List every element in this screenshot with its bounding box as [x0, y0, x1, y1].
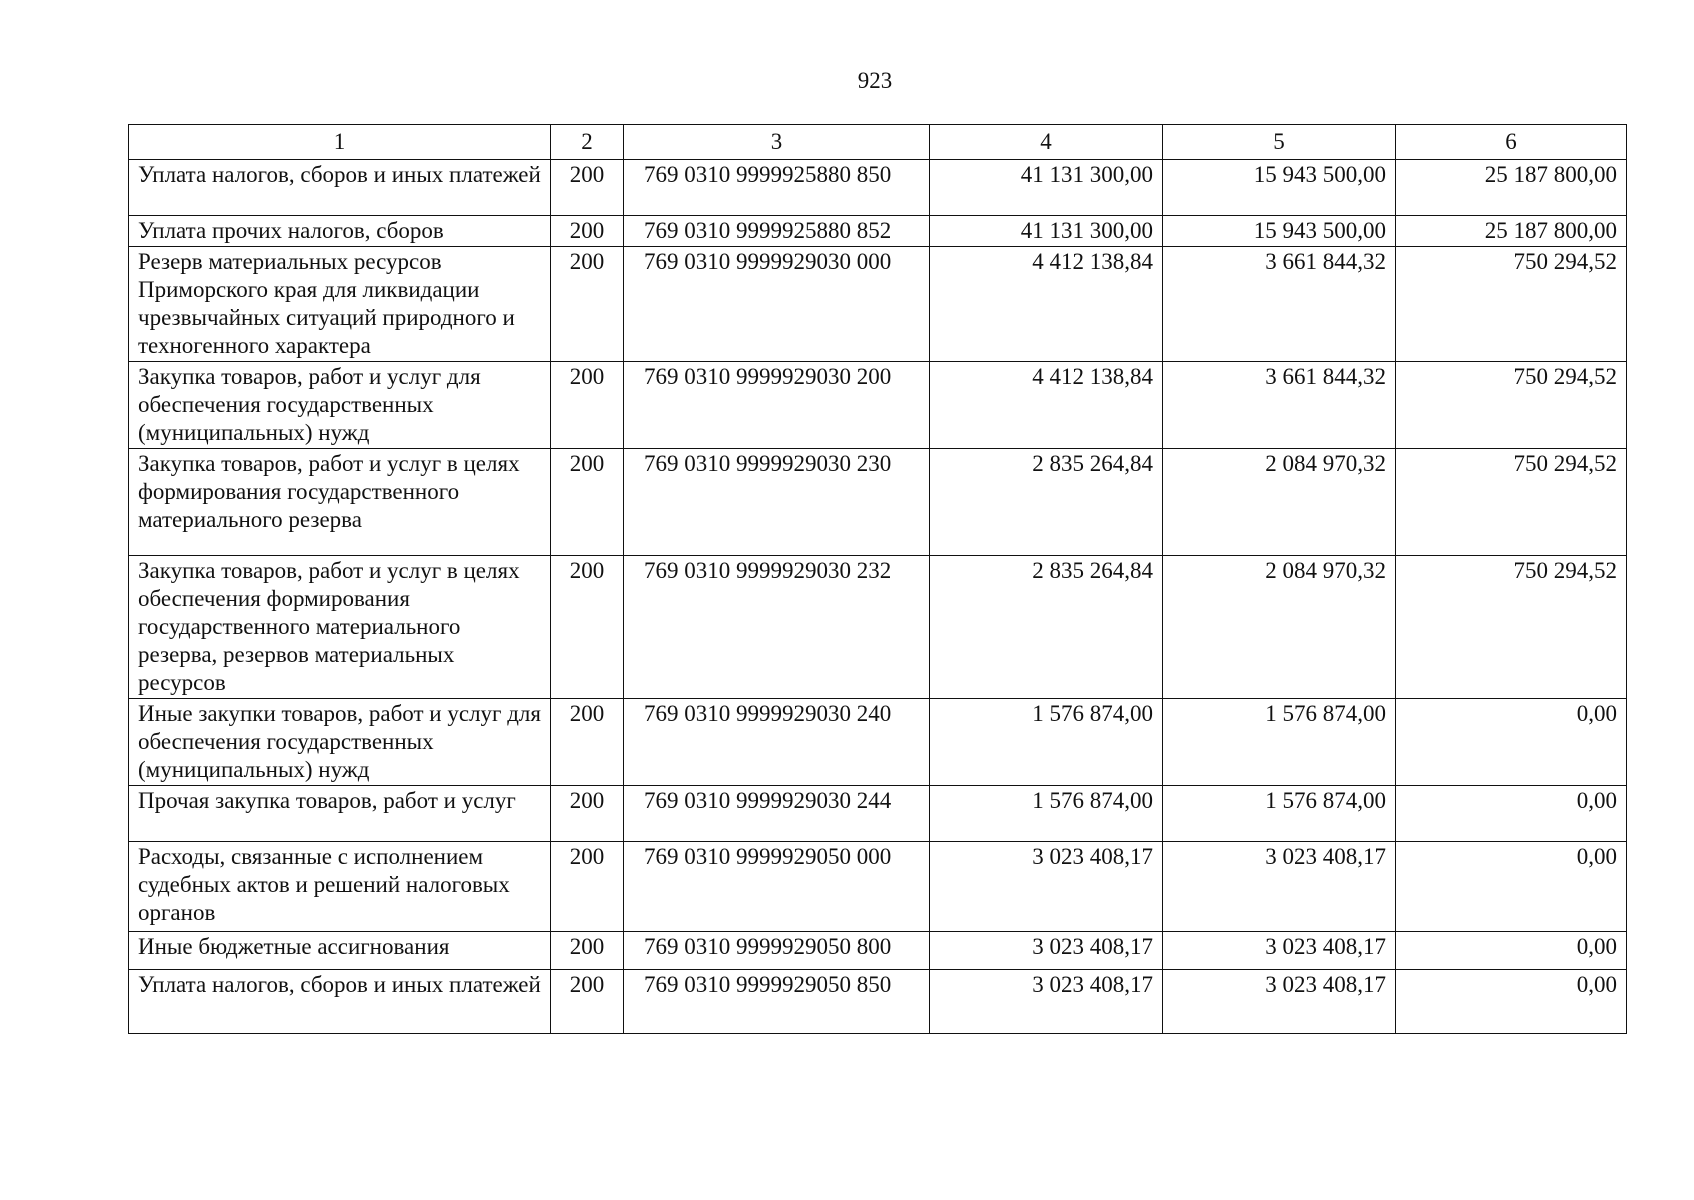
row-value-4-cell: 41 131 300,00	[930, 160, 1163, 216]
row-value-5-cell: 15 943 500,00	[1163, 216, 1396, 247]
row-code-cell: 769 0310 9999929030 230	[624, 449, 930, 556]
row-value-6-cell: 25 187 800,00	[1396, 216, 1627, 247]
row-name-cell: Уплата налогов, сборов и иных платежей	[129, 970, 551, 1034]
row-value-6-cell: 0,00	[1396, 842, 1627, 932]
row-value-4-cell: 1 576 874,00	[930, 786, 1163, 842]
row-value-6-cell: 0,00	[1396, 970, 1627, 1034]
row-value-4-cell: 3 023 408,17	[930, 932, 1163, 970]
row-code-cell: 769 0310 9999929030 200	[624, 362, 930, 449]
row-value-4-cell: 2 835 264,84	[930, 556, 1163, 699]
row-value-5-cell: 3 661 844,32	[1163, 362, 1396, 449]
row-name-cell: Уплата налогов, сборов и иных платежей	[129, 160, 551, 216]
table-row	[129, 556, 1627, 699]
row-value-6-cell: 0,00	[1396, 699, 1627, 786]
row-value-5-cell: 3 023 408,17	[1163, 932, 1396, 970]
row-grbs-cell: 200	[551, 970, 624, 1034]
row-value-4-cell: 1 576 874,00	[930, 699, 1163, 786]
row-value-6-cell: 750 294,52	[1396, 449, 1627, 556]
row-code-cell: 769 0310 9999925880 852	[624, 216, 930, 247]
row-value-5-cell: 2 084 970,32	[1163, 556, 1396, 699]
row-code-cell: 769 0310 9999929030 232	[624, 556, 930, 699]
row-grbs-cell: 200	[551, 786, 624, 842]
row-value-5-cell: 1 576 874,00	[1163, 786, 1396, 842]
row-grbs-cell: 200	[551, 247, 624, 362]
row-value-6-cell: 0,00	[1396, 786, 1627, 842]
row-name-cell: Резерв материальных ресурсов Приморского края для ликвидации чрезвычайных ситуаций природного и техногенного характера	[129, 247, 551, 362]
row-code-cell: 769 0310 9999929030 000	[624, 247, 930, 362]
row-value-4-cell: 4 412 138,84	[930, 362, 1163, 449]
budget-table	[128, 124, 1627, 1034]
table-row	[129, 699, 1627, 786]
row-name-cell: Прочая закупка товаров, работ и услуг	[129, 786, 551, 842]
table-row	[129, 932, 1627, 970]
column-header-4: 4	[930, 125, 1163, 160]
column-header-1: 1	[129, 125, 551, 160]
row-grbs-cell: 200	[551, 842, 624, 932]
row-value-5-cell: 2 084 970,32	[1163, 449, 1396, 556]
row-value-6-cell: 25 187 800,00	[1396, 160, 1627, 216]
table-row	[129, 449, 1627, 556]
table-row	[129, 362, 1627, 449]
row-value-5-cell: 15 943 500,00	[1163, 160, 1396, 216]
row-grbs-cell: 200	[551, 362, 624, 449]
row-value-4-cell: 4 412 138,84	[930, 247, 1163, 362]
row-code-cell: 769 0310 9999929030 244	[624, 786, 930, 842]
table-row	[129, 160, 1627, 216]
table-header-row	[129, 125, 1627, 160]
page-number: 923	[857, 68, 893, 93]
row-code-cell: 769 0310 9999929050 800	[624, 932, 930, 970]
row-value-4-cell: 3 023 408,17	[930, 970, 1163, 1034]
budget-table-container	[128, 124, 1626, 1034]
row-name-cell: Расходы, связанные с исполнением судебных актов и решений налоговых органов	[129, 842, 551, 932]
row-value-5-cell: 3 023 408,17	[1163, 970, 1396, 1034]
table-row	[129, 216, 1627, 247]
row-code-cell: 769 0310 9999929050 850	[624, 970, 930, 1034]
table-row	[129, 786, 1627, 842]
row-value-4-cell: 3 023 408,17	[930, 842, 1163, 932]
row-grbs-cell: 200	[551, 216, 624, 247]
table-row	[129, 970, 1627, 1034]
row-value-4-cell: 41 131 300,00	[930, 216, 1163, 247]
table-row	[129, 842, 1627, 932]
row-grbs-cell: 200	[551, 556, 624, 699]
row-grbs-cell: 200	[551, 160, 624, 216]
row-name-cell: Закупка товаров, работ и услуг в целях обеспечения формирования государственного материального резерва, резервов материальных ресурсов	[129, 556, 551, 699]
row-code-cell: 769 0310 9999929050 000	[624, 842, 930, 932]
row-name-cell: Уплата прочих налогов, сборов	[129, 216, 551, 247]
row-grbs-cell: 200	[551, 932, 624, 970]
row-value-4-cell: 2 835 264,84	[930, 449, 1163, 556]
row-name-cell: Иные бюджетные ассигнования	[129, 932, 551, 970]
column-header-2: 2	[551, 125, 624, 160]
row-code-cell: 769 0310 9999925880 850	[624, 160, 930, 216]
row-value-6-cell: 750 294,52	[1396, 362, 1627, 449]
column-header-3: 3	[624, 125, 930, 160]
column-header-6: 6	[1396, 125, 1627, 160]
row-value-6-cell: 0,00	[1396, 932, 1627, 970]
column-header-5: 5	[1163, 125, 1396, 160]
row-name-cell: Закупка товаров, работ и услуг в целях формирования государственного материального резерва	[129, 449, 551, 556]
row-grbs-cell: 200	[551, 699, 624, 786]
row-name-cell: Иные закупки товаров, работ и услуг для обеспечения государственных (муниципальных) нужд	[129, 699, 551, 786]
table-row	[129, 247, 1627, 362]
row-value-6-cell: 750 294,52	[1396, 556, 1627, 699]
row-name-cell: Закупка товаров, работ и услуг для обеспечения государственных (муниципальных) нужд	[129, 362, 551, 449]
row-code-cell: 769 0310 9999929030 240	[624, 699, 930, 786]
row-value-5-cell: 3 661 844,32	[1163, 247, 1396, 362]
row-value-5-cell: 3 023 408,17	[1163, 842, 1396, 932]
row-value-5-cell: 1 576 874,00	[1163, 699, 1396, 786]
row-value-6-cell: 750 294,52	[1396, 247, 1627, 362]
row-grbs-cell: 200	[551, 449, 624, 556]
